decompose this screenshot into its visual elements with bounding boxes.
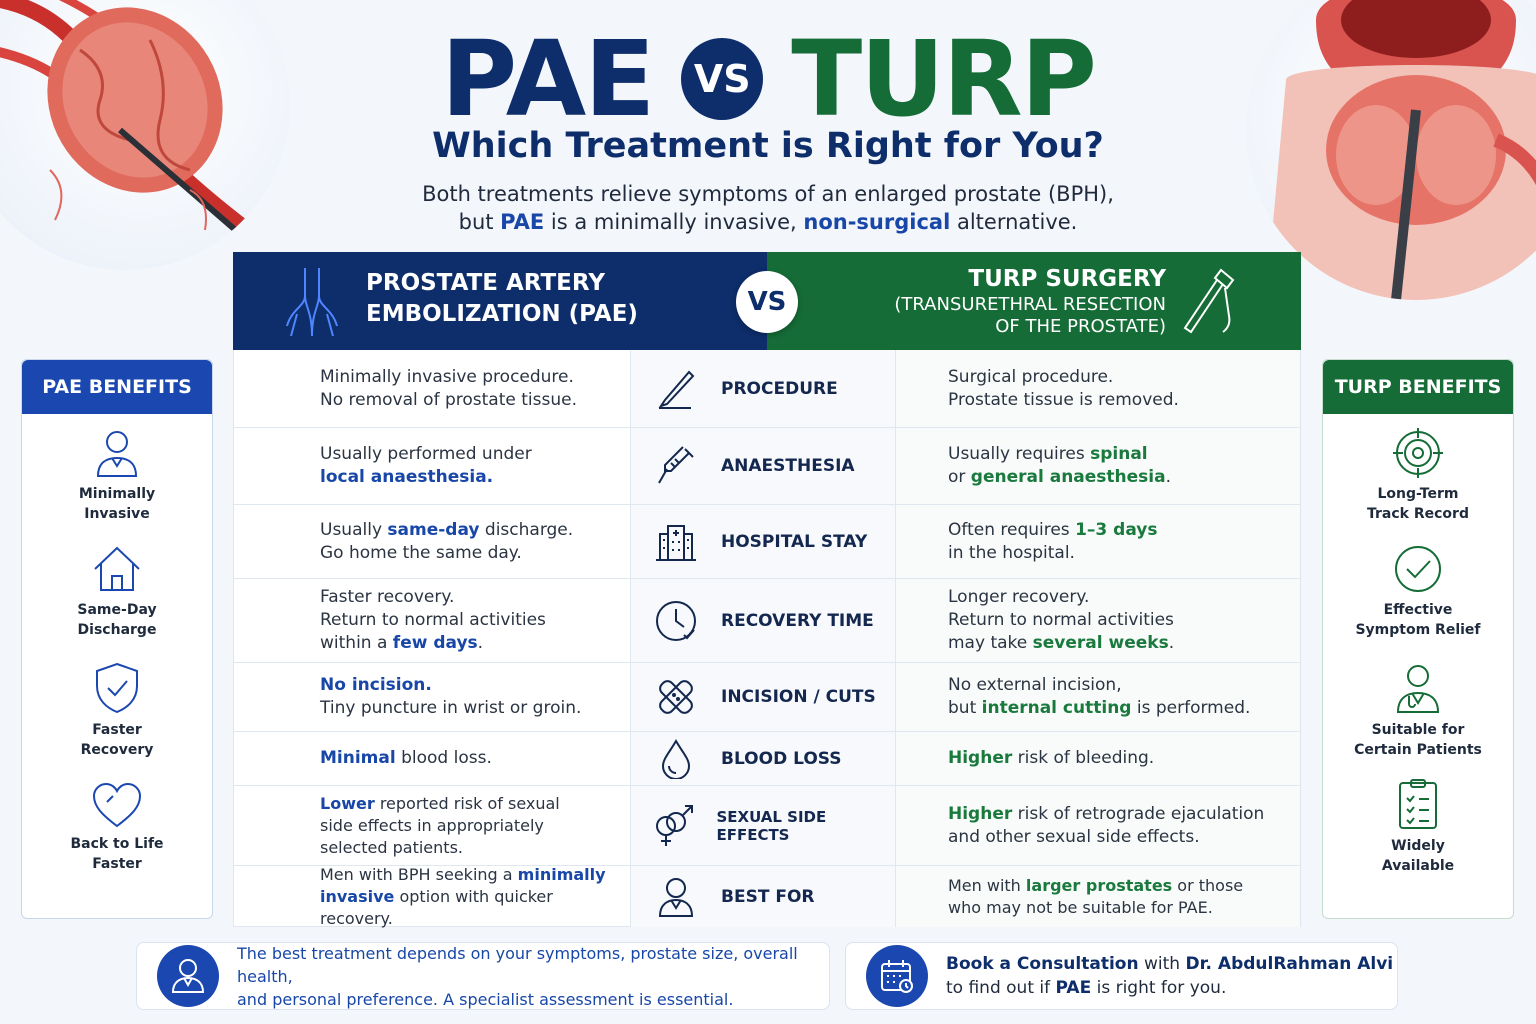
scalpel-icon [631, 368, 721, 410]
pae-cell: No incision. Tiny puncture in wrist or groin. [234, 663, 631, 731]
person-icon [22, 428, 212, 478]
pae-cell: Faster recovery. Return to normal activities within a few days. [234, 579, 631, 662]
note-line-2: and personal preference. A specialist assessment is essential. [237, 989, 734, 1009]
syringe-icon [631, 445, 721, 487]
benefit-minimally-invasive: Minimally Invasive [22, 428, 212, 524]
clock-icon [631, 599, 721, 643]
category-label: RECOVERY TIME [721, 610, 874, 631]
note-line-1: The best treatment depends on your symptoms, prostate size, overall health, [237, 943, 798, 986]
turp-benefits-title: TURP BENEFITS [1323, 360, 1513, 414]
title-pae: PAE [441, 18, 654, 140]
title-turp: TURP [791, 18, 1095, 140]
vs-badge: VS [736, 271, 798, 333]
pae-benefits-panel [21, 359, 213, 919]
page-subtitle: Which Treatment is Right for You? [432, 126, 1104, 166]
benefit-effective-symptom-relief: Effective Symptom Relief [1323, 544, 1513, 640]
specialist-note [136, 942, 830, 1010]
checklist-icon [1323, 778, 1513, 830]
pae-cell: Usually performed under local anaesthesia. [234, 428, 631, 504]
category-cell [631, 350, 896, 427]
turp-cell: Usually requires spinal or general anaesthesia. [896, 428, 1300, 504]
pae-cell: Minimal blood loss. [234, 732, 631, 785]
category-cell [631, 663, 896, 731]
turp-cell: Higher risk of retrograde ejaculation and other sexual side effects. [896, 786, 1300, 865]
category-label: BLOOD LOSS [721, 748, 842, 769]
patient-icon [631, 876, 721, 918]
bandage-icon [631, 676, 721, 718]
specialist-icon [157, 945, 219, 1007]
category-label: INCISION / CUTS [721, 687, 876, 707]
benefit-suitable-for-certain-patients: Suitable for Certain Patients [1323, 662, 1513, 760]
calendar-icon [866, 945, 928, 1007]
category-cell [631, 732, 896, 785]
comparison-table [233, 350, 1301, 927]
benefit-faster-recovery: Faster Recovery [22, 662, 212, 760]
target-icon [1323, 428, 1513, 478]
category-label: HOSPITAL STAY [721, 531, 868, 552]
doctor-icon [1323, 662, 1513, 714]
pae-header-line-2: EMBOLIZATION (PAE) [366, 301, 638, 327]
turp-header-title: TURP SURGERY [968, 266, 1166, 292]
home-icon [22, 544, 212, 594]
gender-symbols-icon [631, 804, 716, 848]
artery-icon [281, 266, 343, 342]
pae-cell: Usually same-day discharge. Go home the same day. [234, 505, 631, 578]
turp-cell: Higher risk of bleeding. [896, 732, 1300, 785]
intro-line-1: Both treatments relieve symptoms of an enlarged prostate (BPH), [422, 182, 1114, 206]
resectoscope-icon [1181, 266, 1241, 342]
pae-header-line-1: PROSTATE ARTERY [366, 270, 605, 296]
check-circle-icon [1323, 544, 1513, 594]
turp-header [767, 252, 1301, 350]
pae-header [233, 252, 767, 350]
category-label: PROCEDURE [721, 378, 838, 399]
benefit-back-to-life: Back to Life Faster [22, 782, 212, 874]
turp-benefits-panel [1322, 359, 1514, 919]
category-label: SEXUAL SIDE EFFECTS [716, 807, 827, 844]
main-title [0, 18, 1536, 140]
turp-cell: Longer recovery. Return to normal activities may take several weeks. [896, 579, 1300, 662]
turp-cell: Men with larger prostates or those who may not be suitable for PAE. [896, 866, 1300, 927]
benefit-widely-available: Widely Available [1323, 778, 1513, 876]
title-vs-badge: VS [681, 38, 763, 120]
category-cell [631, 505, 896, 578]
table-row-hospital-stay [234, 505, 1300, 579]
turp-header-sub-1: (TRANSURETHRAL RESECTION [894, 294, 1166, 315]
pae-cell: Lower reported risk of sexual side effects in appropriately selected patients. [234, 786, 631, 865]
category-cell [631, 428, 896, 504]
table-row-best-for [234, 866, 1300, 927]
table-row-blood-loss [234, 732, 1300, 786]
intro-line-2: but PAE is a minimally invasive, non-surgical alternative. [458, 210, 1078, 234]
shield-check-icon [22, 662, 212, 714]
blood-drop-icon [631, 739, 721, 779]
pae-cell: Minimally invasive procedure. No removal of prostate tissue. [234, 350, 631, 427]
intro-text [0, 180, 1536, 236]
heart-icon [22, 782, 212, 828]
benefit-long-term-track-record: Long-Term Track Record [1323, 428, 1513, 524]
category-cell [631, 866, 896, 927]
category-label: ANAESTHESIA [721, 456, 855, 476]
table-row-procedure [234, 350, 1300, 428]
benefit-same-day-discharge: Same-Day Discharge [22, 544, 212, 640]
turp-cell: No external incision, but internal cutting is performed. [896, 663, 1300, 731]
table-row-recovery-time [234, 579, 1300, 663]
category-cell [631, 786, 896, 865]
turp-cell: Surgical procedure. Prostate tissue is removed. [896, 350, 1300, 427]
hospital-icon [631, 522, 721, 562]
table-row-sexual-side-effects [234, 786, 1300, 866]
table-row-anaesthesia [234, 428, 1300, 505]
category-label: BEST FOR [721, 886, 815, 907]
book-consultation-cta[interactable]: Book a Consultation with Dr. AbdulRahman Alvi to find out if PAE is right for you. [845, 942, 1398, 1010]
turp-cell: Often requires 1–3 days in the hospital. [896, 505, 1300, 578]
pae-benefits-title: PAE BENEFITS [22, 360, 212, 414]
pae-cell: Men with BPH seeking a minimally invasive option with quicker recovery. [234, 866, 631, 927]
category-cell [631, 579, 896, 662]
turp-header-sub-2: OF THE PROSTATE) [995, 316, 1166, 337]
table-row-incision [234, 663, 1300, 732]
